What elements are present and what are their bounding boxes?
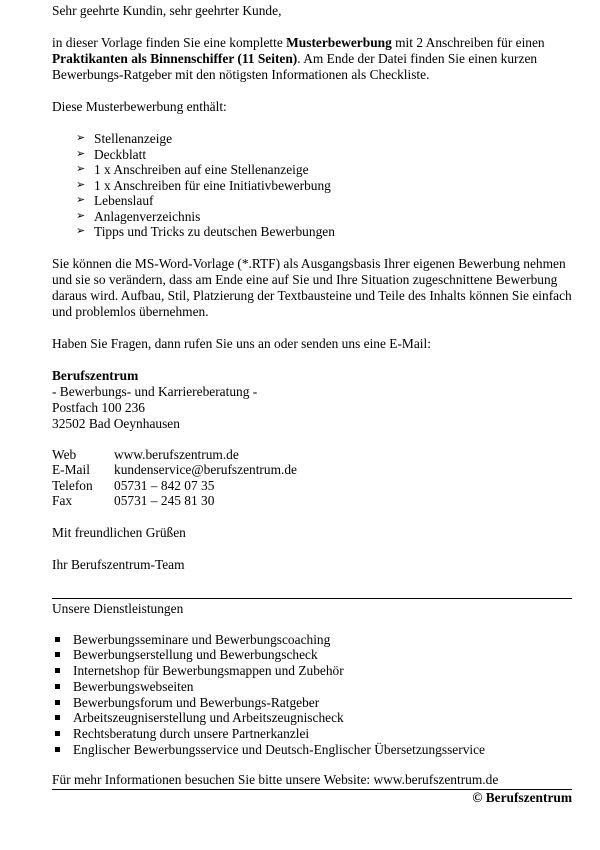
square-bullet-icon — [55, 700, 60, 705]
usage-paragraph: Sie können die MS-Word-Vorlage (*.RTF) als Ausgangsbasis Ihrer eigenen Bewerbung nehmen und sie so verändern, dass am Ende eine auf Sie und Ihre Situation zugeschnittene Bewerbung daraus wird. Aufbau, Stil, Platzierung der Textbausteine und Teile des Inhalts können Sie einfach und problemlos übernehmen. — [52, 255, 572, 319]
company-subtitle: - Bewerbungs- und Karriereberatung - — [52, 383, 258, 399]
intro-bold-2: Praktikanten als Binnenschiffer (11 Seiten) — [52, 51, 298, 66]
email-link[interactable]: kundenservice@berufszentrum.de — [114, 462, 297, 477]
square-bullet-icon — [55, 715, 60, 720]
document-page — [52, 3, 572, 806]
list-item: ➢ 1 x Anschreiben auf eine Stellenanzeige — [76, 162, 309, 177]
contact-label: Telefon — [52, 477, 93, 493]
city: 32502 Bad Oeynhausen — [52, 415, 180, 431]
contact-label: E-Mail — [52, 462, 90, 477]
contact-row — [52, 462, 297, 478]
list-item: Bewerbungserstellung und Bewerbungscheck — [55, 647, 572, 663]
intro-text-1: in dieser Vorlage finden Sie eine komplette — [52, 35, 287, 50]
arrow-bullet-icon: ➢ — [76, 163, 86, 175]
square-bullet-icon — [55, 731, 60, 736]
phone-value: 05731 – 842 07 35 — [114, 477, 215, 493]
square-bullet-icon — [55, 652, 60, 657]
arrow-bullet-icon: ➢ — [76, 147, 86, 160]
intro-paragraph — [52, 35, 572, 83]
arrow-bullet-icon: ➢ — [76, 209, 86, 222]
closing: Mit freundlichen Grüßen — [52, 524, 186, 540]
contact-row — [52, 478, 297, 494]
square-bullet-icon — [55, 684, 60, 689]
contact-row — [52, 493, 297, 509]
square-bullet-icon — [55, 747, 60, 752]
arrow-bullet-icon: ➢ — [76, 132, 86, 144]
intro-text-2: mit 2 Anschreiben für einen — [391, 35, 545, 50]
list-item: Englischer Bewerbungsservice und Deutsch-Englischer Übersetzungsservice — [55, 742, 572, 758]
list-item: ➢ Lebenslauf — [76, 193, 154, 208]
copyright: © Berufszentrum — [472, 789, 572, 805]
contents-list — [52, 131, 572, 240]
list-item: ➢ Anlagenverzeichnis — [76, 208, 201, 224]
company-name: Berufszentrum — [52, 367, 139, 383]
contents-heading: Diese Musterbewerbung enthält: — [52, 99, 227, 114]
list-item: ➢ 1 x Anschreiben für eine Initiativbewerbung — [76, 177, 331, 193]
square-bullet-icon — [55, 668, 60, 673]
list-item: Bewerbungsseminare und Bewerbungscoaching — [55, 632, 572, 648]
arrow-bullet-icon: ➢ — [76, 194, 86, 206]
intro-bold-1: Musterbewerbung — [286, 35, 392, 50]
square-bullet-icon — [55, 637, 60, 642]
fax-value: 05731 – 245 81 30 — [114, 493, 215, 508]
arrow-bullet-icon: ➢ — [76, 225, 86, 237]
footer-info: Für mehr Informationen besuchen Sie bitte unsere Website: www.berufszentrum.de — [52, 771, 499, 787]
arrow-bullet-icon: ➢ — [76, 178, 86, 191]
list-item: Bewerbungsforum und Bewerbungs-Ratgeber — [55, 695, 572, 711]
web-link[interactable]: www.berufszentrum.de — [114, 446, 239, 462]
list-item: Arbeitszeugniserstellung und Arbeitszeugnischeck — [55, 710, 572, 726]
divider — [52, 598, 572, 599]
postbox: Postfach 100 236 — [52, 399, 145, 415]
list-item: ➢ Deckblatt — [76, 146, 147, 162]
list-item: ➢ Tipps und Tricks zu deutschen Bewerbungen — [76, 224, 335, 239]
signature: Ihr Berufszentrum-Team — [52, 556, 185, 572]
list-item: Bewerbungswebseiten — [55, 679, 572, 695]
contact-label: Fax — [52, 493, 73, 508]
contact-table — [52, 447, 297, 509]
contact-label: Web — [52, 446, 77, 462]
questions-line: Haben Sie Fragen, dann rufen Sie uns an oder senden uns eine E-Mail: — [52, 335, 431, 351]
greeting: Sehr geehrte Kundin, sehr geehrter Kunde, — [52, 3, 282, 18]
services-list — [52, 632, 572, 758]
intro-text-3: . Am Ende der Datei finden Sie einen kurzen Bewerbungs-Ratgeber mit den nötigsten Informationen als Checkliste. — [52, 51, 538, 82]
list-item: Rechtsberatung durch unsere Partnerkanzlei — [55, 726, 572, 742]
list-item: Internetshop für Bewerbungsmappen und Zubehör — [55, 663, 572, 679]
list-item: ➢ Stellenanzeige — [76, 131, 173, 146]
services-heading: Unsere Dienstleistungen — [52, 600, 184, 616]
contact-row — [52, 447, 297, 463]
